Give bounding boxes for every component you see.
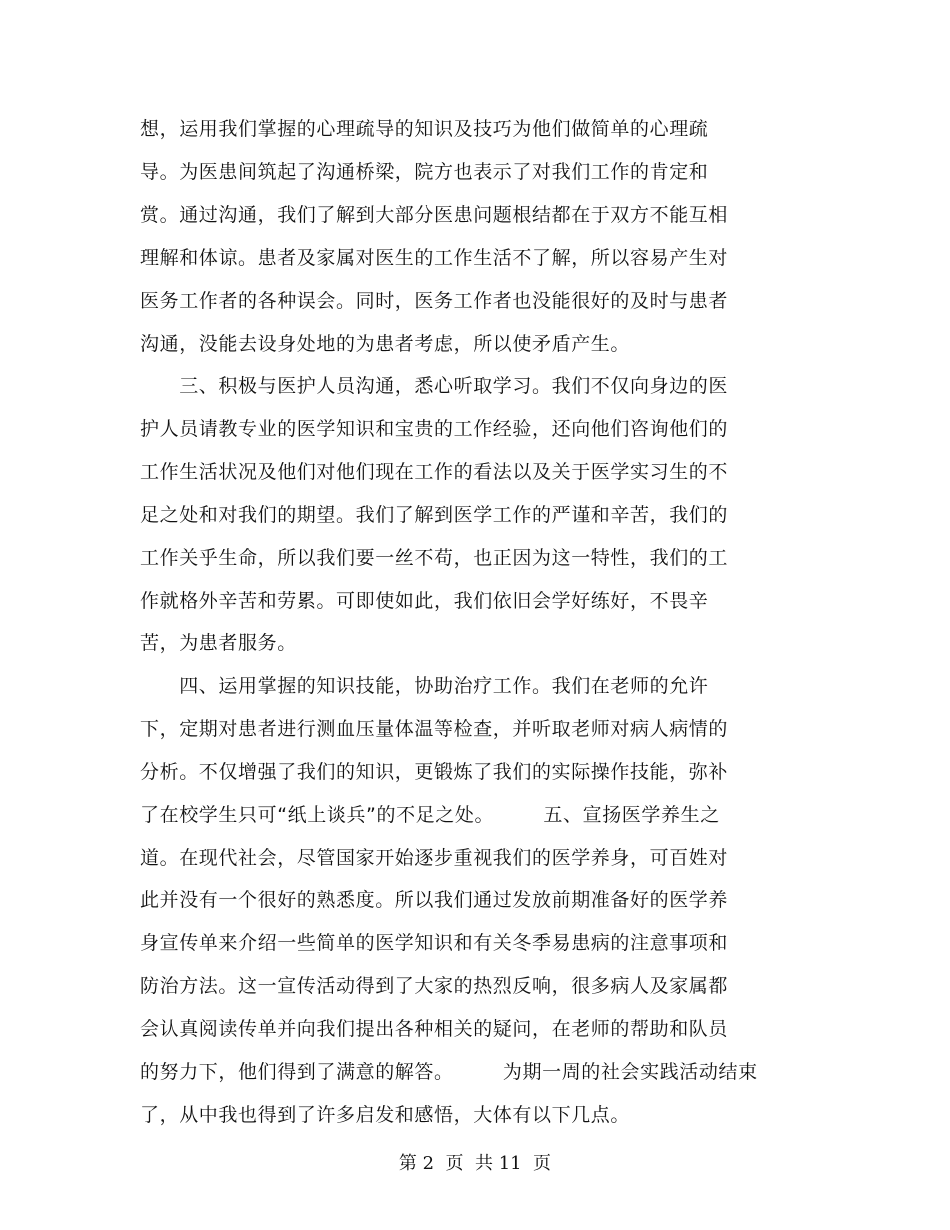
text-line: 作就格外辛苦和劳累。可即使如此，我们依旧会学好练好，不畏辛 [140, 590, 709, 612]
text-line: 工作生活状况及他们对他们现在工作的看法以及关于医学实习生的不 [140, 461, 729, 483]
text-line: 导。为医患间筑起了沟通桥梁，院方也表示了对我们工作的肯定和 [140, 161, 709, 183]
text-line: 护人员请教专业的医学知识和宝贵的工作经验，还向他们咨询他们的 [140, 418, 729, 440]
text-line: 会认真阅读传单并向我们提出各种相关的疑问，在老师的帮助和队员 [140, 1018, 729, 1040]
text-line: 赏。通过沟通，我们了解到大部分医患问题根结都在于双方不能互相 [140, 204, 729, 226]
text-line: 道。在现代社会，尽管国家开始逐步重视我们的医学养身，可百姓对 [140, 847, 729, 869]
text-line: 的努力下，他们得到了满意的解答。 为期一周的社会实践活动结束 [140, 1061, 758, 1083]
text-line: 想，运用我们掌握的心理疏导的知识及技巧为他们做简单的心理疏 [140, 118, 709, 140]
text-line: 了，从中我也得到了许多启发和感悟，大体有以下几点。 [140, 1104, 631, 1126]
text-line: 此并没有一个很好的熟悉度。所以我们通过发放前期准备好的医学养 [140, 889, 729, 911]
text-line: 三、积极与医护人员沟通，悉心听取学习。我们不仅向身边的医 [140, 375, 729, 397]
text-line: 工作关乎生命，所以我们要一丝不苟，也正因为这一特性，我们的工 [140, 547, 729, 569]
text-line: 沟通，没能去设身处地的为患者考虑，所以使矛盾产生。 [140, 333, 631, 355]
page-number-footer: 第 2 页 共 11 页 [398, 1153, 552, 1174]
text-line: 身宣传单来介绍一些简单的医学知识和有关冬季易患病的注意事项和 [140, 932, 729, 954]
text-line: 医务工作者的各种误会。同时，医务工作者也没能很好的及时与患者 [140, 290, 729, 312]
text-line: 了在校学生只可“纸上谈兵”的不足之处。 五、宣扬医学养生之 [140, 804, 720, 826]
text-line: 四、运用掌握的知识技能，协助治疗工作。我们在老师的允许 [140, 675, 709, 697]
text-line: 足之处和对我们的期望。我们了解到医学工作的严谨和辛苦，我们的 [140, 504, 729, 526]
text-line: 防治方法。这一宣传活动得到了大家的热烈反响，很多病人及家属都 [140, 975, 729, 997]
text-line: 分析。不仅增强了我们的知识，更锻炼了我们的实际操作技能，弥补 [140, 761, 729, 783]
text-line: 理解和体谅。患者及家属对医生的工作生活不了解，所以容易产生对 [140, 247, 729, 269]
text-line: 下，定期对患者进行测血压量体温等检查，并听取老师对病人病情的 [140, 718, 729, 740]
text-line: 苦，为患者服务。 [140, 632, 297, 654]
